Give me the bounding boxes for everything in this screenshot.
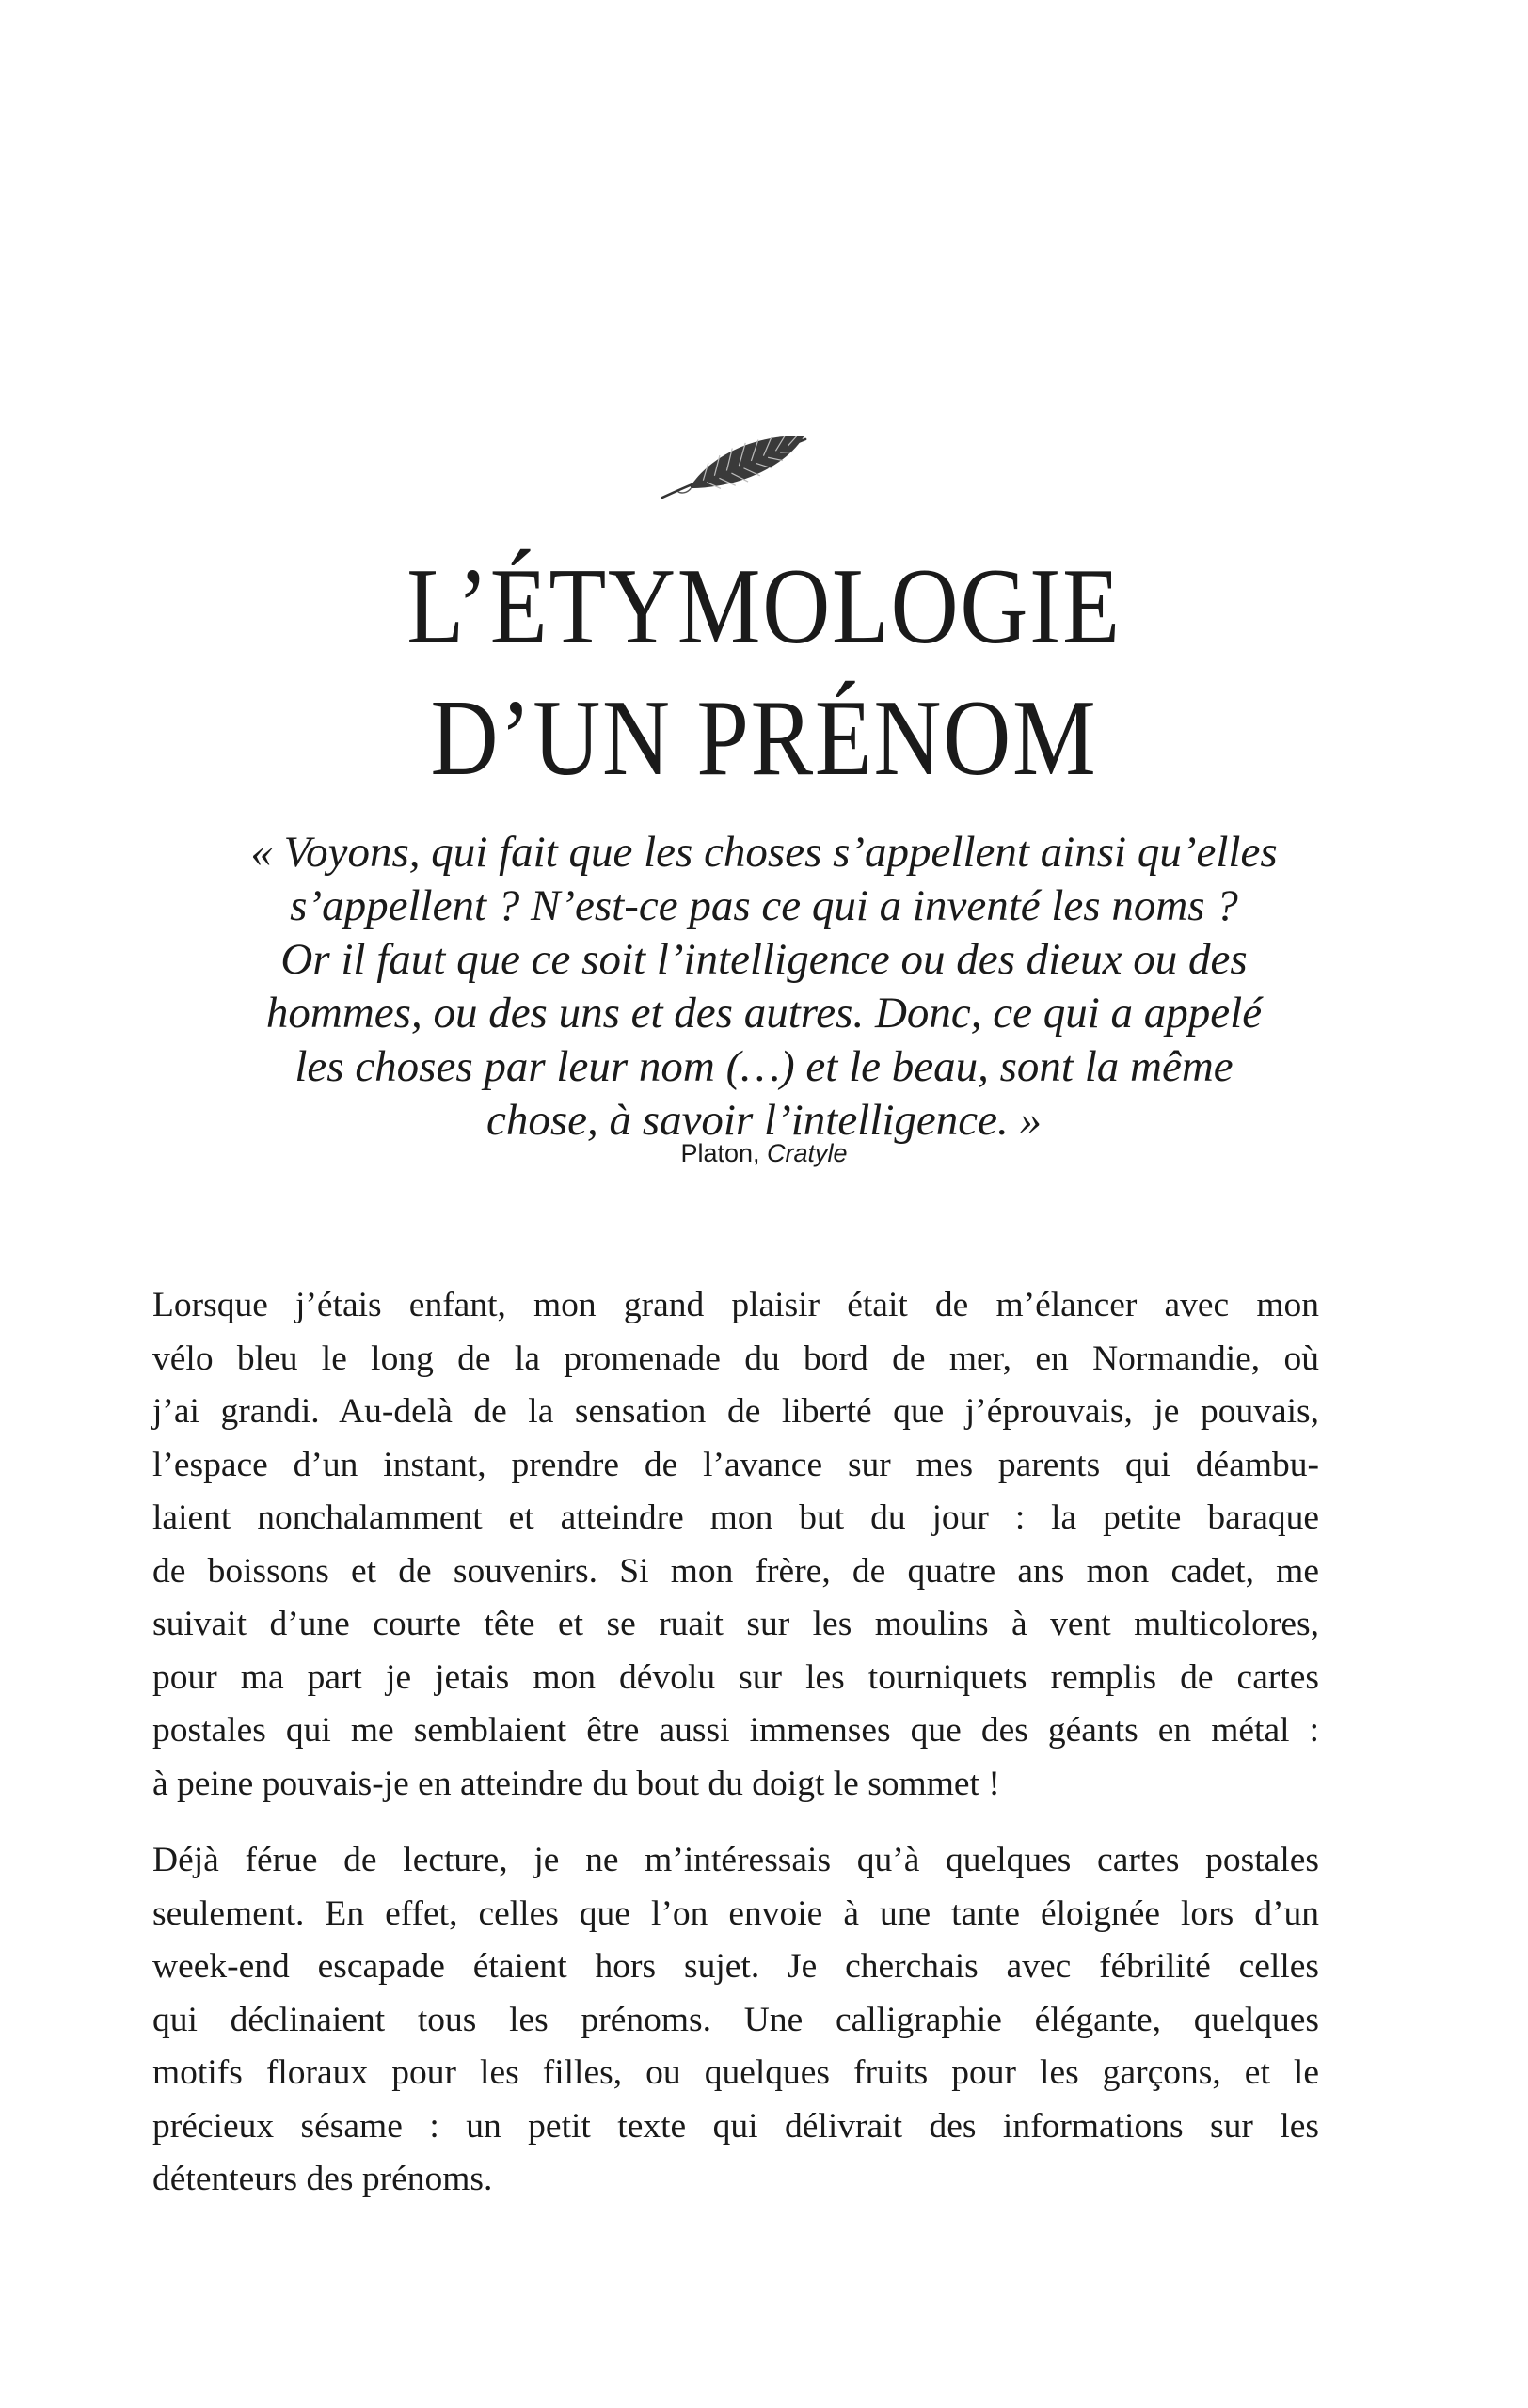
paragraph-line: à peine pouvais-je en atteindre du bout du doigt le sommet ! <box>152 1764 1000 1803</box>
epigraph-line: hommes, ou des uns et des autres. Donc, ce qui a appelé <box>265 989 1263 1038</box>
paragraph-line: précieux sésame : un petit texte qui délivrait des informations sur les <box>152 2106 1319 2146</box>
feather-icon <box>649 421 819 515</box>
body-paragraph-2 <box>152 1834 1319 2207</box>
paragraph-line: postales qui me semblaient être aussi immenses que des géants en métal : <box>152 1711 1319 1750</box>
epigraph-attribution <box>152 1136 1376 1170</box>
paragraph-line: Déjà férue de lecture, je ne m’intéressais qu’à quelques cartes postales <box>152 1841 1319 1879</box>
attribution-work: Cratyle <box>767 1139 848 1167</box>
paragraph-line: qui déclinaient tous les prénoms. Une calligraphie élégante, quelques <box>152 2000 1319 2039</box>
paragraph-line: vélo bleu le long de la promenade du bord de mer, en Normandie, où <box>152 1339 1319 1378</box>
epigraph-line: Or il faut que ce soit l’intelligence ou des dieux ou des <box>280 935 1248 984</box>
paragraph-line: Lorsque j’étais enfant, mon grand plaisir était de m’élancer avec mon <box>152 1286 1319 1324</box>
paragraph-line: week-end escapade étaient hors sujet. Je cherchais avec fébrilité celles <box>152 1947 1319 1986</box>
paragraph-line: l’espace d’un instant, prendre de l’avance sur mes parents qui déambu- <box>152 1445 1319 1484</box>
epigraph-line: les choses par leur nom (…) et le beau, sont la même <box>294 1042 1234 1091</box>
paragraph-line: de boissons et de souvenirs. Si mon frère, de quatre ans mon cadet, me <box>152 1551 1319 1591</box>
paragraph-line: motifs floraux pour les filles, ou quelques fruits pour les garçons, et le <box>152 2053 1319 2092</box>
chapter-title-line-1: L’ÉTYMOLOGIE <box>406 547 1122 667</box>
paragraph-line: pour ma part je jetais mon dévolu sur les tourniquets remplis de cartes <box>152 1657 1319 1697</box>
epigraph-line: chose, à savoir l’intelligence. » <box>486 1096 1042 1145</box>
epigraph-quote <box>152 826 1376 1148</box>
paragraph-line: j’ai grandi. Au-delà de la sensation de liberté que j’éprouvais, je pouvais, <box>152 1392 1319 1431</box>
body-paragraph-1 <box>152 1279 1319 1811</box>
paragraph-line: laient nonchalamment et atteindre mon but du jour : la petite baraque <box>152 1498 1319 1537</box>
epigraph-line: s’appellent ? N’est-ce pas ce qui a inventé les noms ? <box>290 881 1238 930</box>
chapter-title <box>152 541 1376 804</box>
attribution-author: Platon, <box>680 1139 768 1167</box>
epigraph-line: « Voyons, qui fait que les choses s’appellent ainsi qu’elles <box>250 828 1278 877</box>
paragraph-line: seulement. En effet, celles que l’on envoie à une tante éloignée lors d’un <box>152 1893 1319 1933</box>
chapter-title-line-2: D’UN PRÉNOM <box>430 678 1098 799</box>
paragraph-line: détenteurs des prénoms. <box>152 2160 493 2198</box>
paragraph-line: suivait d’une courte tête et se ruait sur les moulins à vent multicolores, <box>152 1605 1319 1643</box>
